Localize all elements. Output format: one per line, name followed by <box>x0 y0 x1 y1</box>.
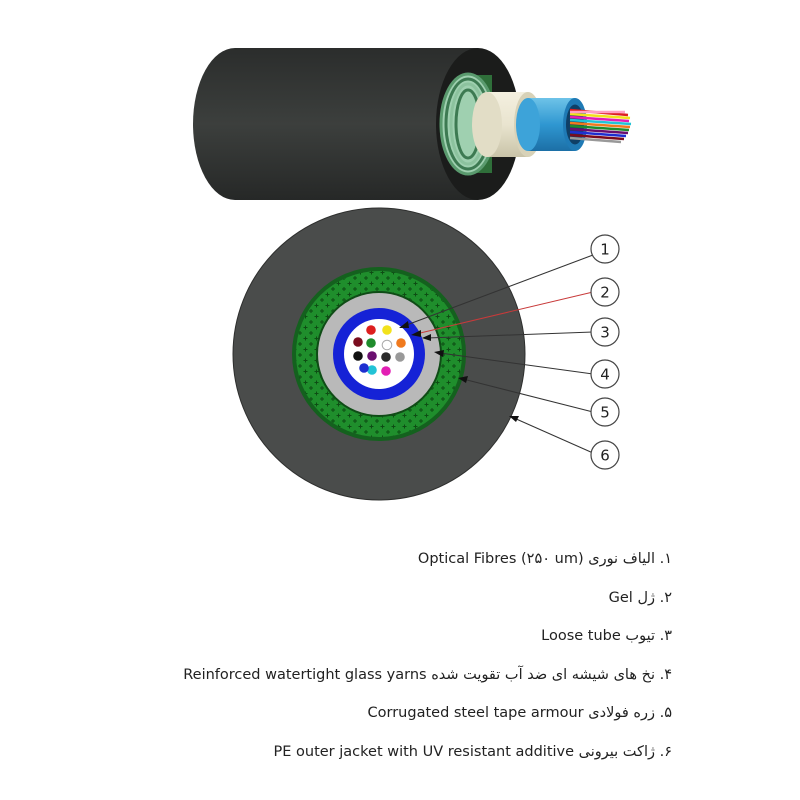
fibre-dot <box>382 340 392 350</box>
legend-item-4 <box>32 662 672 701</box>
fibre-dot <box>353 337 363 347</box>
callout-5 <box>591 398 619 426</box>
legend-number: ۵. <box>659 705 672 721</box>
legend-number: ۲. <box>659 589 672 606</box>
svg-text:1: 1 <box>600 240 610 259</box>
leader-line-6 <box>514 418 593 453</box>
legend-number: ۱. <box>659 551 672 567</box>
legend-english: Reinforced watertight glass yarns <box>183 666 427 683</box>
svg-text:6: 6 <box>600 446 610 465</box>
fibre-dot <box>367 351 377 361</box>
cable-3d-illustration <box>193 48 631 200</box>
legend-english: Gel <box>608 589 633 606</box>
legend-persian: نخ های شیشه ای ضد آب تقویت شده <box>431 666 655 683</box>
legend-persian: ژاکت بیرونی <box>578 743 655 760</box>
legend-english: Loose tube <box>541 628 621 644</box>
callout-6 <box>591 441 619 469</box>
fibre-dot <box>367 365 377 375</box>
fibre-dot <box>359 363 369 373</box>
legend-english: PE outer jacket with UV resistant additive <box>273 743 575 760</box>
fibre-dot <box>396 338 406 348</box>
legend-item-6 <box>32 739 672 778</box>
fibre-dot <box>366 338 376 348</box>
legend-item-5 <box>32 700 672 739</box>
legend-english: Optical Fibres (۲۵۰ um) <box>417 551 584 567</box>
legend-persian: ژل <box>637 589 655 606</box>
legend-persian: تیوب <box>625 628 655 644</box>
legend-number: ۶. <box>659 743 672 760</box>
fibre-dot <box>353 351 363 361</box>
legend-item-2 <box>32 585 672 624</box>
fibre-dot <box>366 325 376 335</box>
legend-english: Corrugated steel tape armour <box>367 705 584 721</box>
callout-2 <box>591 278 619 306</box>
fibre-dot <box>395 352 405 362</box>
fibre-dot <box>382 325 392 335</box>
svg-text:3: 3 <box>600 323 610 342</box>
cable-cross-section <box>233 208 525 500</box>
svg-text:4: 4 <box>600 365 610 384</box>
outer-jacket-3d <box>193 48 478 200</box>
callout-4 <box>591 360 619 388</box>
legend-number: ۳. <box>659 628 672 644</box>
legend-persian: الیاف نوری <box>588 551 655 567</box>
callout-3 <box>591 318 619 346</box>
legend-item-1 <box>32 546 672 585</box>
legend-list <box>32 546 672 777</box>
svg-text:5: 5 <box>600 403 610 422</box>
legend-number: ۴. <box>659 666 672 683</box>
fibre-dot <box>381 352 391 362</box>
callout-markers <box>591 235 619 469</box>
legend-item-3 <box>32 623 672 662</box>
legend-persian: زره فولادی <box>588 705 655 721</box>
fibre-dot <box>381 366 391 376</box>
svg-text:2: 2 <box>600 283 610 302</box>
callout-1 <box>591 235 619 263</box>
